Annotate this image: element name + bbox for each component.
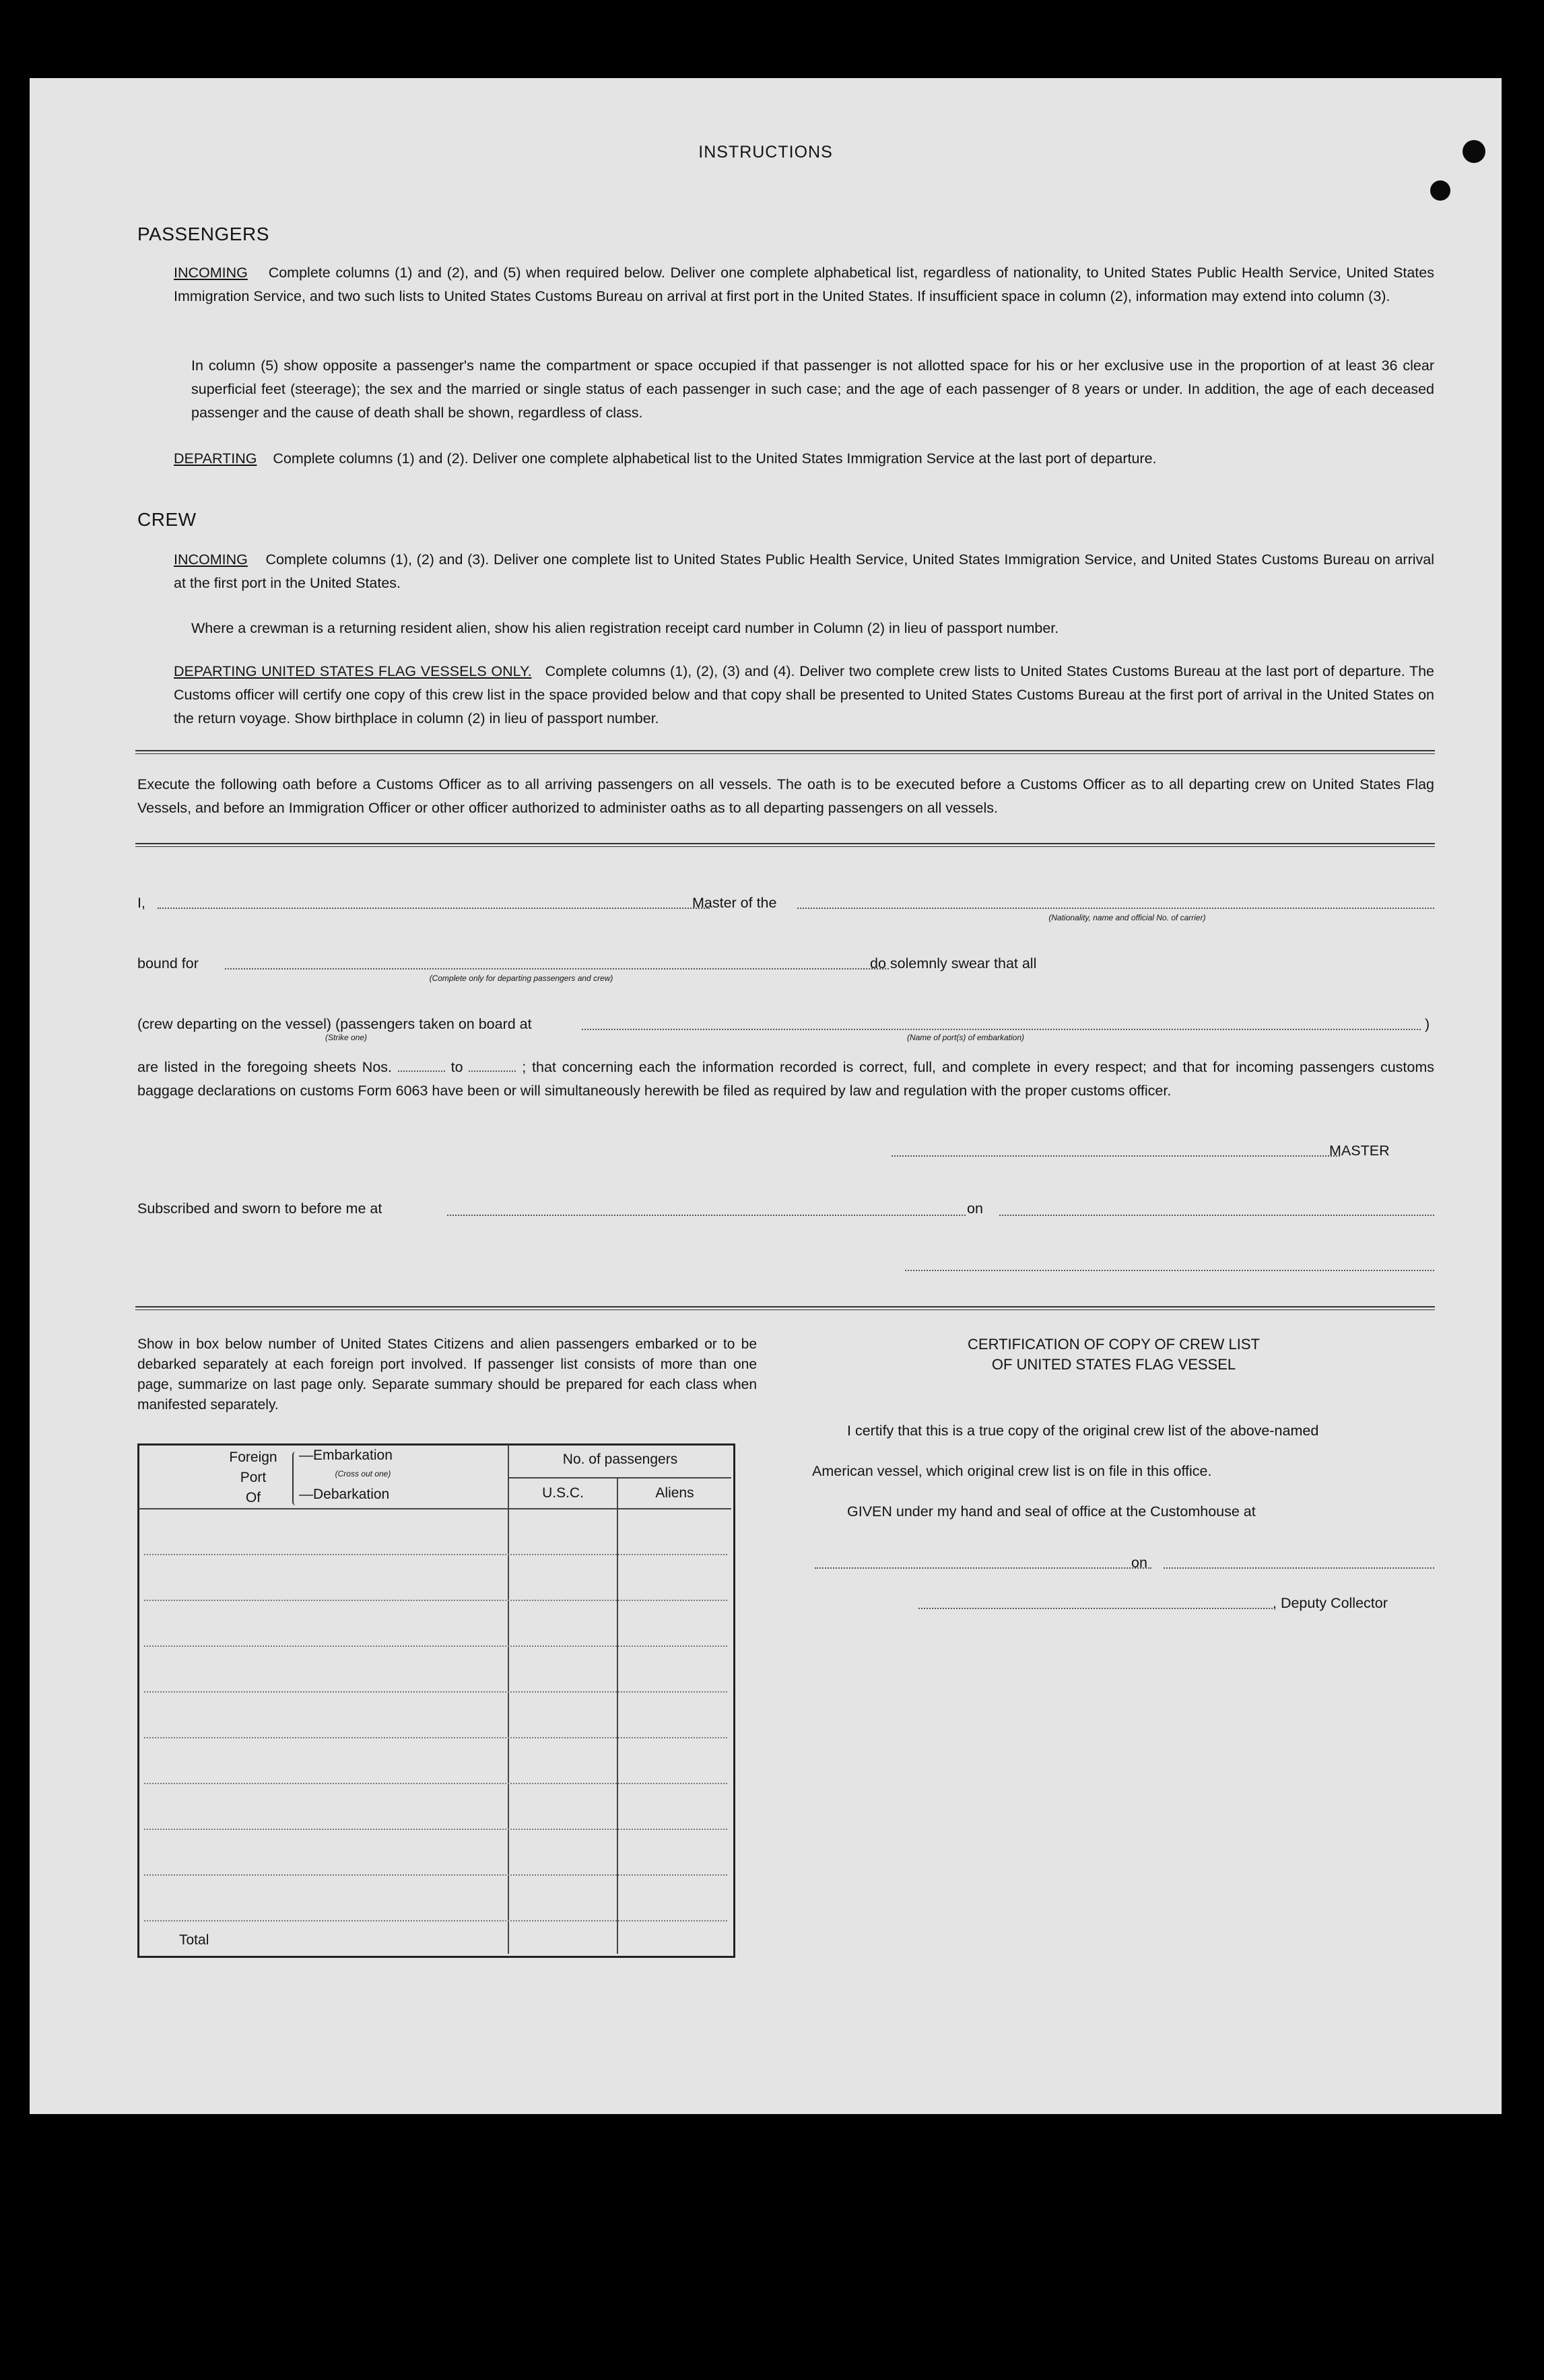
passengers-departing-label: DEPARTING: [174, 450, 257, 467]
crew-departing-paragraph: [174, 660, 1434, 730]
passengers-column5-paragraph: In column (5) show opposite a passenger's name the compartment or space occupied if that passenger is not allotted space for his or her exclusive use in the proportion of at least 36 clear superficial feet (steerage); the sex and the married or single status of each passenger in such case; and the age of each passenger of 8 years or under. In addition, the age of each deceased passenger and the cause of death shall be shown, regardless of class.: [191, 358, 1434, 421]
certification-date-field[interactable]: [1164, 1567, 1434, 1569]
master-of-label: Master of the: [692, 895, 777, 911]
passengers-heading: PASSENGERS: [137, 224, 269, 244]
usc-header: U.S.C.: [542, 1485, 584, 1501]
table-row[interactable]: [144, 1691, 727, 1693]
table-row[interactable]: [144, 1874, 727, 1876]
bound-for-label: bound for: [137, 955, 199, 972]
table-row[interactable]: [144, 1783, 727, 1784]
listed-text-c: passengers customs baggage declarations on customs Form 6063 have been or will simultaneously herewith be filed as required by law and regulation with the proper customs: [137, 1059, 1434, 1099]
passengers-departing-paragraph: [174, 447, 1434, 471]
passengers-incoming-text: Complete columns (1) and (2), and (5) when required below. Deliver one complete alphabetical list, regardless of nationality, to United States Public Health Service, United States Immigration Service, and two such lists to United States Customs Bureau on arrival at first port in the United States. If insufficient space in column (2), information may extend into column (3).: [174, 265, 1434, 304]
column-divider: [617, 1477, 618, 1954]
officer-signature-field[interactable]: [905, 1270, 1434, 1271]
column-divider: [508, 1445, 509, 1954]
crew-departing-text: Complete columns (1), (2), (3) and (4). Deliver two complete crew lists to United States Customs Bureau at the last port of departure. The Customs officer will certify one copy of this crew list in the space provided below and that copy shall be presented to United States Customs Bureau at the first port of arrival in the United States on the return voyage. Show birthplace in column (2) in lieu of passport number.: [174, 663, 1434, 726]
crew-incoming-label: INCOMING: [174, 551, 248, 568]
strike-caption: (Strike one): [325, 1033, 368, 1042]
master-signature-field[interactable]: [892, 1155, 1340, 1157]
crew-resident-paragraph: Where a crewman is a returning resident alien, show his alien registration receipt card number in Column (2) in lieu of passport number.: [191, 620, 1059, 636]
foreign-port-of-header: [220, 1448, 287, 1508]
certification-line-3: GIVEN under my hand and seal of office at the Customhouse at: [847, 1503, 1256, 1520]
passengers-incoming-paragraph: [174, 261, 1434, 308]
oath-intro: Execute the following oath before a Customs Officer as to all arriving passengers on all vessels. The oath is to be executed before a Customs Officer as to all departing crew on United States Flag Vessels, and before an Immigration Officer or other officer authorized to administer oaths as to all departing passengers on all vessels.: [137, 776, 1434, 816]
header-divider: [509, 1477, 731, 1478]
table-row[interactable]: [144, 1600, 727, 1601]
punch-hole: [1430, 180, 1450, 201]
certification-line-2: American vessel, which original crew list is on file in this office.: [812, 1463, 1212, 1479]
brace: [292, 1452, 299, 1505]
crew-heading: CREW: [137, 509, 197, 530]
debarkation-label[interactable]: —Debarkation: [299, 1487, 390, 1502]
instructions-title: INSTRUCTIONS: [698, 143, 833, 162]
customhouse-field[interactable]: [815, 1567, 1151, 1569]
subscribed-place-field[interactable]: [447, 1215, 966, 1216]
cross-out-caption: (Cross out one): [335, 1469, 391, 1478]
listed-text-a: are listed in the foregoing sheets Nos.: [137, 1059, 392, 1075]
passengers-incoming-label: INCOMING: [174, 265, 248, 281]
listed-text-b: ; that concerning each the information recorded is correct, full, and complete in every respect; and that for incoming: [522, 1059, 1294, 1075]
summary-instructions: Show in box below number of United States Citizens and alien passengers embarked or to be debarked separately at each foreign port involved. If passenger list consists of more than one page, summarize on last page only. Separate summary should be prepared for each class when manifested separately.: [137, 1336, 757, 1413]
form-sheet: [30, 78, 1502, 2114]
of-label: Of: [245, 1490, 261, 1505]
table-row[interactable]: [144, 1645, 727, 1647]
listed-text-to: to: [450, 1059, 463, 1075]
header-divider: [139, 1508, 731, 1509]
embarkation-ports-field[interactable]: [582, 1029, 1421, 1030]
no-passengers-header: No. of passengers: [562, 1452, 678, 1467]
certification-line-1: I certify that this is a true copy of the original crew list of the above-named: [847, 1423, 1319, 1439]
sheet-to-field[interactable]: [469, 1070, 516, 1072]
subscribed-date-field[interactable]: [999, 1215, 1434, 1216]
deputy-collector-signature-field[interactable]: [918, 1608, 1273, 1609]
subscribed-on-label: on: [967, 1200, 983, 1217]
certification-heading-1: CERTIFICATION OF COPY OF CREW LIST: [968, 1336, 1260, 1353]
embarkation-label[interactable]: —Embarkation: [299, 1448, 393, 1463]
subscribed-label: Subscribed and sworn to before me at: [137, 1200, 382, 1217]
table-row[interactable]: [144, 1920, 727, 1922]
bound-caption: (Complete only for departing passengers and crew): [429, 974, 613, 983]
master-label: MASTER: [1329, 1143, 1390, 1159]
certification-heading: [844, 1334, 1383, 1375]
passengers-departing-text: Complete columns (1) and (2). Deliver one complete alphabetical list to the United States Immigration Service at the last port of departure.: [273, 450, 1157, 467]
crew-departing-label: (crew departing on the vessel) (passengers taken on board at: [137, 1016, 532, 1032]
crew-incoming-text: Complete columns (1), (2) and (3). Deliver one complete list to United States Public Health Service, United States Immigration Service, and United States Customs Bureau on arrival at the first port in the United States.: [174, 551, 1434, 591]
table-row[interactable]: [144, 1554, 727, 1555]
crew-departing-label: DEPARTING UNITED STATES FLAG VESSELS ONLY.: [174, 663, 532, 679]
punch-hole: [1463, 140, 1485, 163]
swear-label: do solemnly swear that all: [870, 955, 1037, 972]
oath-i-label: I,: [137, 895, 145, 911]
close-paren: ): [1425, 1016, 1430, 1032]
carrier-caption: (Nationality, name and official No. of carrier): [1048, 913, 1206, 922]
table-row[interactable]: [144, 1737, 727, 1738]
divider: [135, 750, 1435, 754]
divider: [135, 1306, 1435, 1310]
listed-paragraph: [137, 1056, 1434, 1103]
crew-incoming-paragraph: [174, 548, 1434, 595]
sheet-from-field[interactable]: [398, 1070, 445, 1072]
listed-text-d: officer.: [1129, 1083, 1172, 1099]
aliens-header: Aliens: [655, 1485, 694, 1501]
foreign-label: Foreign: [229, 1450, 277, 1465]
total-label: Total: [179, 1932, 209, 1948]
carrier-field[interactable]: [797, 908, 1434, 909]
certification-on-label: on: [1131, 1555, 1147, 1571]
divider: [135, 843, 1435, 847]
master-name-field[interactable]: [158, 908, 710, 909]
ports-caption: (Name of port(s) of embarkation): [906, 1033, 1025, 1042]
port-label: Port: [240, 1470, 267, 1485]
bound-for-field[interactable]: [225, 968, 889, 970]
table-row[interactable]: [144, 1829, 727, 1830]
deputy-collector-label: , Deputy Collector: [1273, 1595, 1388, 1611]
passenger-summary-table: [137, 1443, 735, 1958]
certification-heading-2: OF UNITED STATES FLAG VESSEL: [991, 1356, 1236, 1373]
